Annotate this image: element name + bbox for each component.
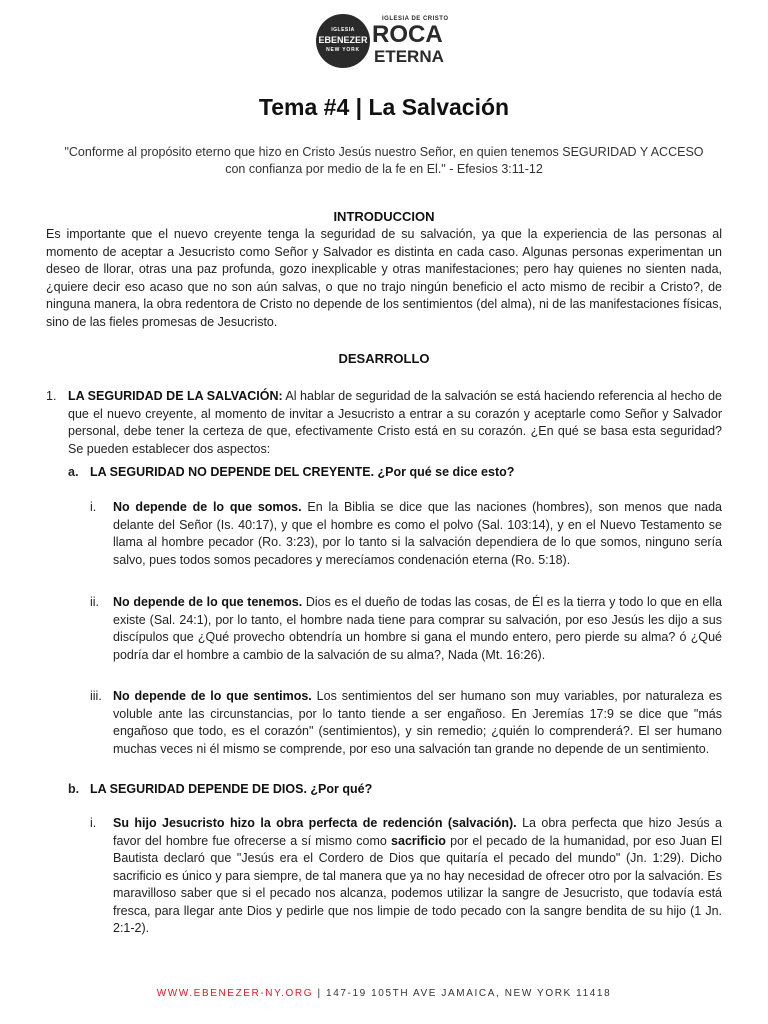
logo-word-eterna: ETERNA bbox=[374, 47, 444, 66]
page-title: Tema #4 | La Salvación bbox=[258, 94, 510, 120]
point-a-ii-paragraph bbox=[113, 594, 722, 664]
point-b-i-text1: La obra perfecta que hizo Jesús a favor del hombre fue ofrecerse a sí mismo como bbox=[113, 816, 723, 848]
point-1-marker: 1. bbox=[46, 389, 57, 403]
desarrollo-heading: DESARROLLO bbox=[338, 351, 430, 366]
intro-heading: INTRODUCCION bbox=[333, 209, 435, 224]
point-a-iii-text: Los sentimientos del ser humano son muy variables, por naturaleza es voluble ante las circunstancias, por lo tanto tiende a ser engañoso. En Jeremías 17:9 se dice que "más engañoso que todo, es el corazón" (sentimientos), y sin remedio; ¿quién lo comprenderá?. El ser humano muchas veces ni él mismo se comprende, por eso una salvación tan grande no depende de un sentimiento. bbox=[113, 689, 722, 756]
point-a-i-heading: No depende de lo que somos. bbox=[113, 500, 302, 514]
intro-paragraph: Es importante que el nuevo creyente tenga la seguridad de su salvación, ya que la experiencia de las personas al momento de aceptar a Jesucristo como Señor y Salvador es distinta en cada caso. Algunas personas experimentan un deseo de llorar, otras una paz profunda, gozo inexplicable y otras manifestaciones; pero hay quienes no sienten nada, ¿quiere decir eso acaso que no son aún salvas, o que no trajo ningún beneficio el acto mismo de recibir a Cristo?, de ninguna manera, la obra redentora de Cristo no depende de los sentimientos (del alma), ni de las manifestaciones físicas, sino de las fieles promesas de Jesucristo. bbox=[46, 227, 722, 329]
point-1-paragraph bbox=[68, 388, 722, 458]
logo-emblem bbox=[316, 14, 370, 68]
point-b-i-text2: por el pecado de la humanidad, por eso Juan El Bautista declaró que "Jesús era el Cordero de Dios que quitaría el pecado del mundo" (Jn. 1:29). Dicho sacrificio es único y para siempre, de tal manera que ya no hay necesidad de ofrecer otro por la salvación. Es maravilloso saber que si el pecado nos alcanza, podemos utilizar la sangre de Jesucristo, que todavía está fresca, para llegar ante Dios y pedirle que nos limpie de todo pecado con la sangre bendita de su hijo (1 Jn. 2:1-2). bbox=[113, 833, 722, 935]
footer bbox=[0, 988, 768, 999]
footer-address: | 147-19 105TH AVE JAMAICA, NEW YORK 11418 bbox=[313, 988, 612, 999]
point-a-iii-marker: iii. bbox=[90, 689, 102, 703]
point-a-ii-marker: ii. bbox=[90, 595, 100, 609]
scripture-quote: "Conforme al propósito eterno que hizo en Cristo Jesús nuestro Señor, en quien tenemos SEGURIDAD Y ACCESO con confianza por medio de la fe en El." - Efesios 3:11-12 bbox=[64, 145, 704, 176]
point-a-i-marker: i. bbox=[90, 500, 97, 514]
point-b-heading: LA SEGURIDAD DEPENDE DE DIOS. ¿Por qué? bbox=[90, 782, 373, 796]
point-a-heading-line bbox=[90, 464, 722, 482]
point-a-ii-text: Dios es el dueño de todas las cosas, de Él es la tierra y todo lo que en ella existe (Sal. 24:1), por lo tanto, el hombre nada tiene para comprar su salvación, por eso Jesús les dijo a sus discípulos que ¿Qué provecho obtendría un hombre si gana el mundo entero, pero pierde su alma? ó ¿Qué podría dar el hombre a cambio de la salvación de su alma?, Nada (Mt. 16:26). bbox=[113, 595, 722, 662]
point-b-i-heading: Su hijo Jesucristo hizo la obra perfecta de redención (salvación). bbox=[113, 816, 517, 830]
logo-emblem-line2: EBENEZER bbox=[318, 35, 368, 45]
point-1-text: Al hablar de seguridad de la salvación se está haciendo referencia al hecho de que el nuevo creyente, al momento de invitar a Jesucristo a entrar a su corazón y aceptarle como Señor y Salvador personal, debe tener la certeza de que, efectivamente Cristo está en su corazón. ¿En qué se basa esta seguridad? Se pueden establecer dos aspectos: bbox=[68, 389, 722, 456]
point-b-i-bold-word: sacrificio bbox=[391, 833, 446, 848]
point-b-marker: b. bbox=[68, 782, 80, 796]
logo-emblem-line1: IGLESIA bbox=[331, 27, 355, 33]
point-a-i-text: En la Biblia se dice que las naciones (hombres), son menos que nada delante del Señor (Is. 40:17), y que el hombre es como el polvo (Sal. 103:14), y en el Nuevo Testamento se llama al hombre pecador (Ro. 3:23), por lo tanto si la salvación dependiera de lo que somos, ninguno sería salvo, pues todos somos pecadores y merecíamos condenación eterna (Ro. 5:18). bbox=[113, 500, 723, 567]
point-a-ii-heading: No depende de lo que tenemos. bbox=[113, 595, 303, 609]
point-1-heading: LA SEGURIDAD DE LA SALVACIÓN: bbox=[68, 389, 283, 403]
point-a-iii-heading: No depende de lo que sentimos. bbox=[113, 689, 312, 703]
point-b-i-paragraph bbox=[113, 815, 722, 938]
church-logo bbox=[316, 14, 456, 72]
point-b-i-marker: i. bbox=[90, 816, 97, 830]
point-a-iii-paragraph bbox=[113, 688, 722, 758]
footer-website-link[interactable]: WWW.EBENEZER-NY.ORG bbox=[156, 988, 314, 999]
point-a-heading: LA SEGURIDAD NO DEPENDE DEL CREYENTE. ¿Por qué se dice esto? bbox=[90, 465, 515, 479]
point-a-marker: a. bbox=[68, 465, 79, 479]
point-a-i-paragraph bbox=[113, 499, 722, 569]
point-b-heading-line bbox=[90, 781, 722, 799]
logo-subtitle: IGLESIA DE CRISTO bbox=[382, 16, 449, 22]
logo-word-roca: ROCA bbox=[372, 21, 443, 48]
logo-emblem-line3: NEW YORK bbox=[326, 47, 360, 53]
